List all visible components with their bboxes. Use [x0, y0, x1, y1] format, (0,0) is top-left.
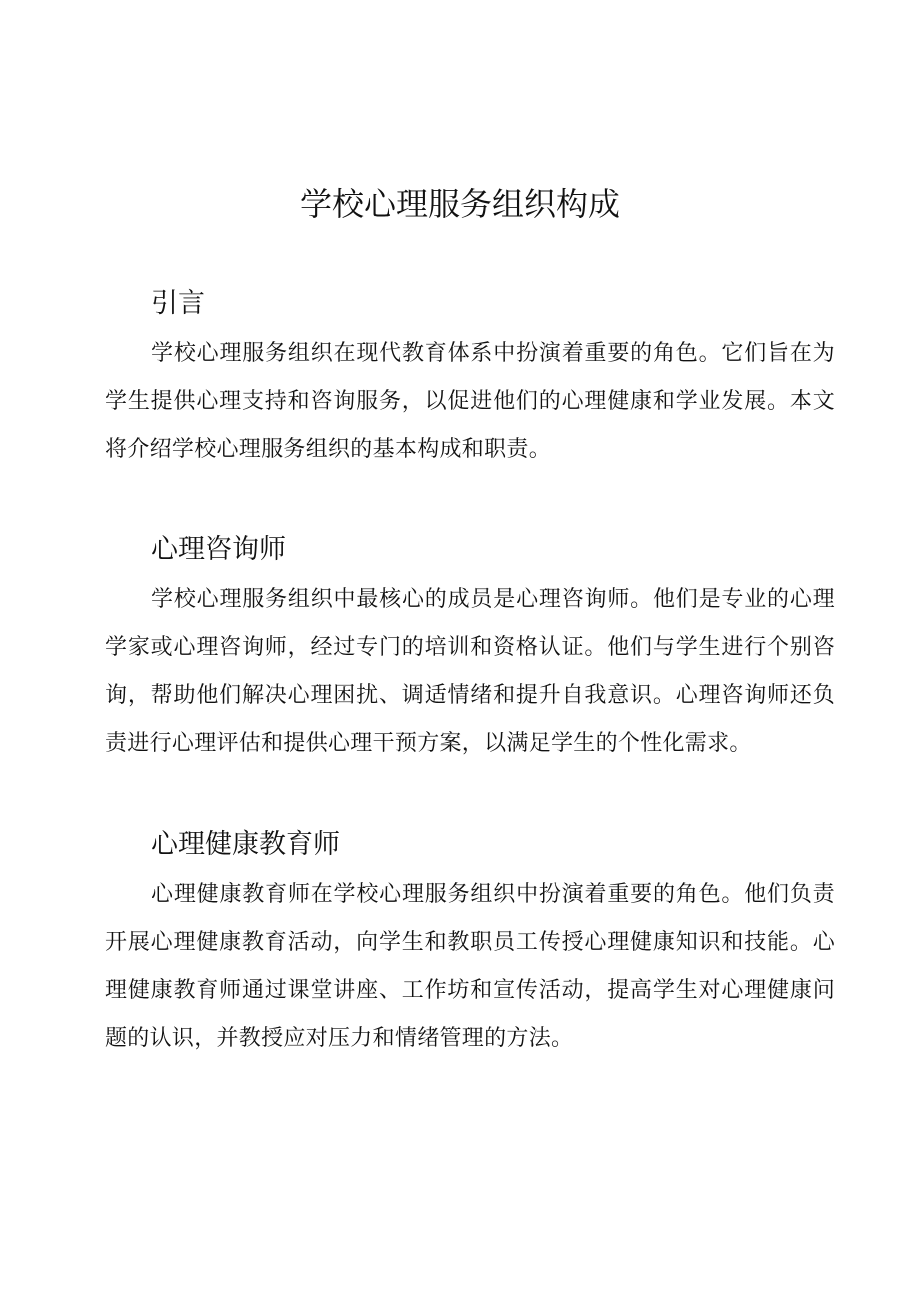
section-counselor [105, 530, 835, 768]
section-body-health-educator: 心理健康教育师在学校心理服务组织中扮演着重要的角色。他们负责开展心理健康教育活动，向学生和教职员工传授心理健康知识和技能。心理健康教育师通过课堂讲座、工作坊和宣传活动，提高学生对心理健康问题的认识，并教授应对压力和情绪管理的方法。 [105, 882, 835, 1051]
section-health-educator [105, 825, 835, 1063]
section-introduction [105, 284, 835, 474]
section-heading-counselor: 心理咨询师 [151, 534, 286, 565]
section-body-counselor: 学校心理服务组织中最核心的成员是心理咨询师。他们是专业的心理学家或心理咨询师，经过专门的培训和资格认证。他们与学生进行个别咨询，帮助他们解决心理困扰、调适情绪和提升自我意识。心理咨询师还负责进行心理评估和提供心理干预方案，以满足学生的个性化需求。 [105, 587, 835, 756]
section-heading-health-educator: 心理健康教育师 [151, 829, 340, 860]
document-title: 学校心理服务组织构成 [299, 185, 620, 223]
section-heading-introduction: 引言 [151, 288, 205, 319]
section-body-introduction: 学校心理服务组织在现代教育体系中扮演着重要的角色。它们旨在为学生提供心理支持和咨询服务，以促进他们的心理健康和学业发展。本文将介绍学校心理服务组织的基本构成和职责。 [105, 341, 835, 462]
